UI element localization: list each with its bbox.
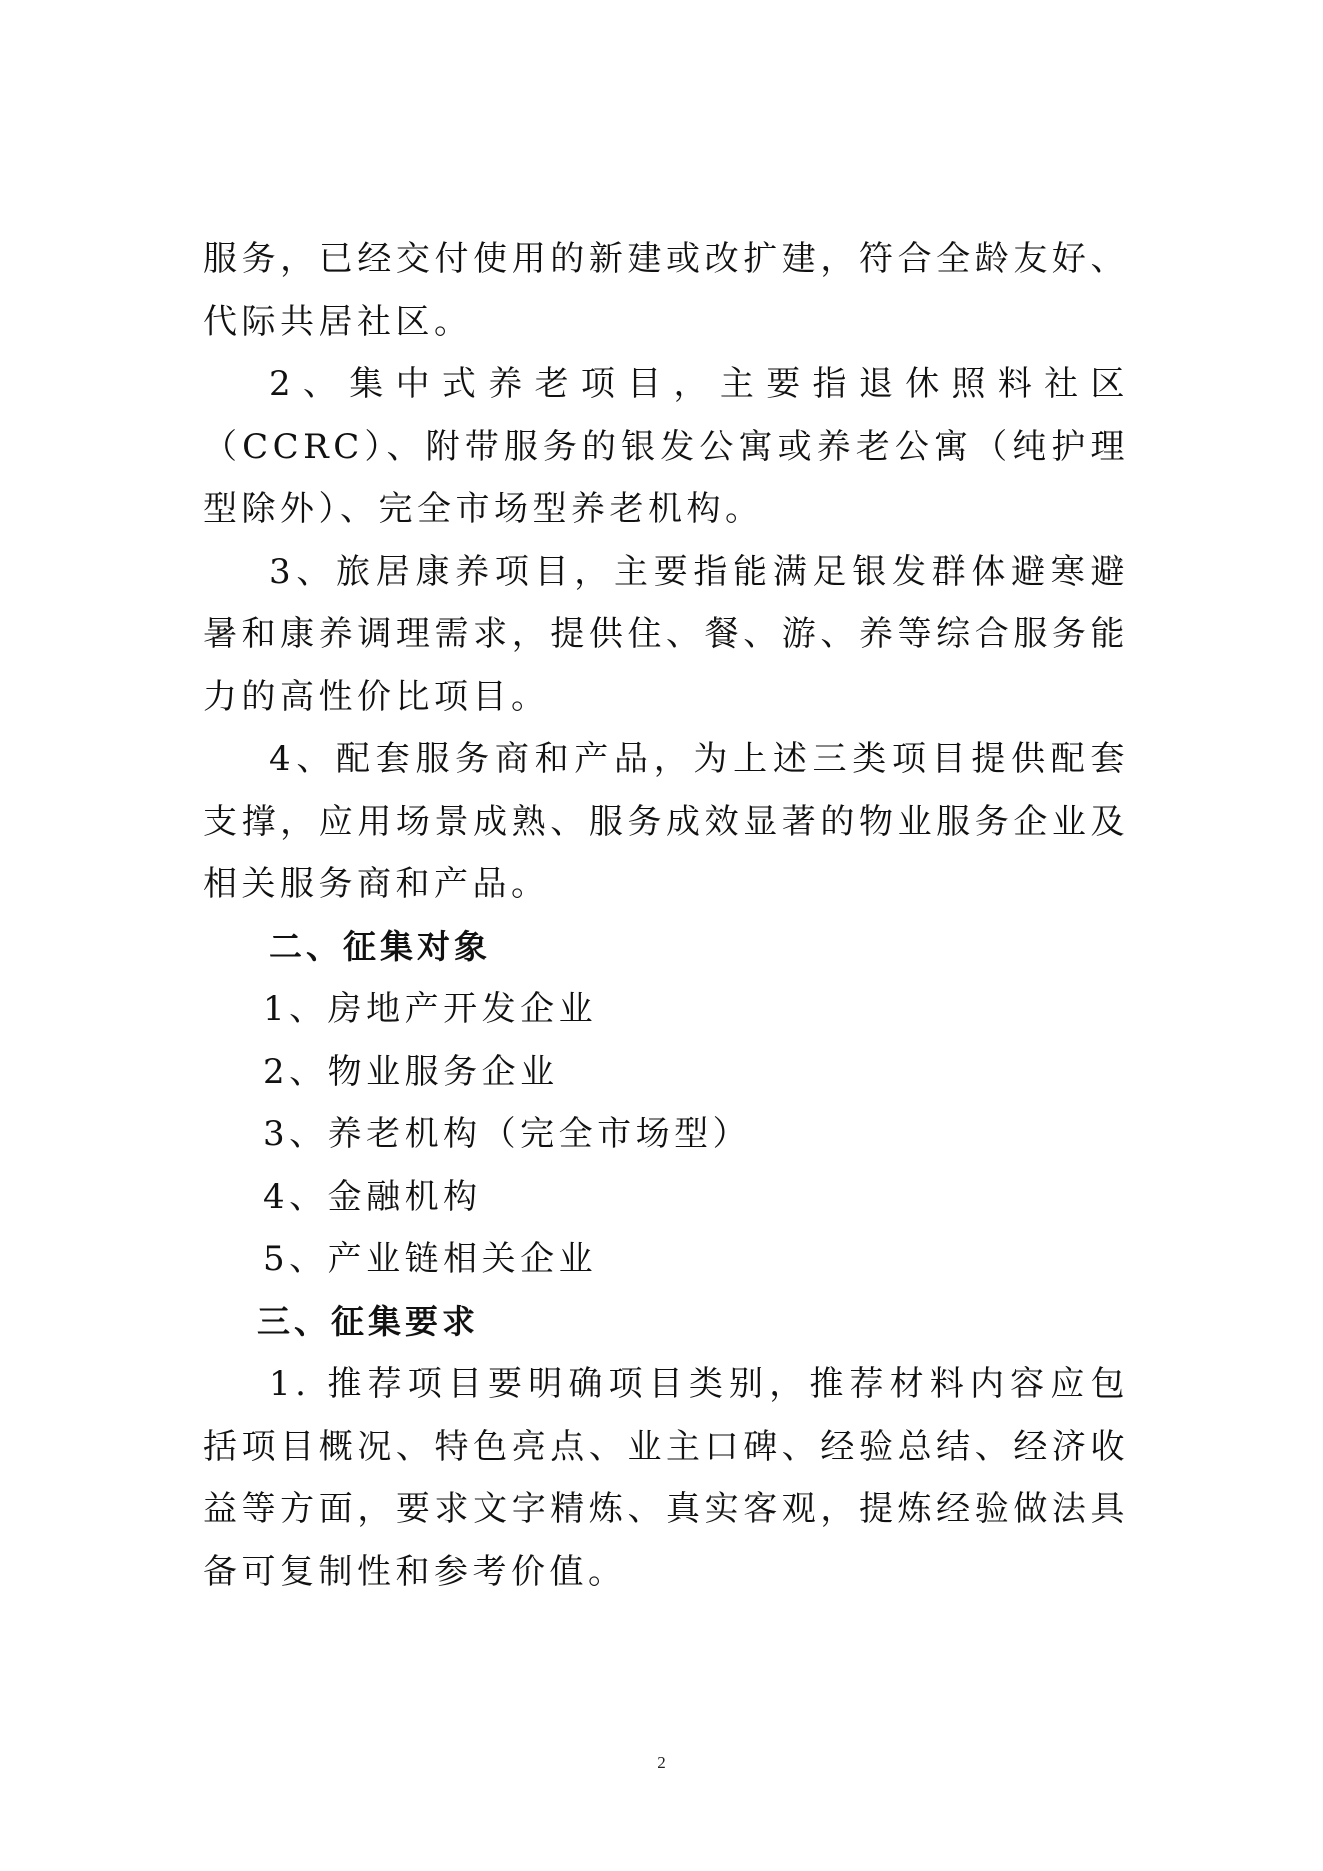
list-item: 3、养老机构（完全市场型）: [263, 1114, 752, 1154]
list-item: 2、物业服务企业: [263, 1051, 559, 1092]
document-body: [203, 228, 1129, 1603]
list-item: 1、房地产开发企业: [263, 989, 598, 1029]
page-number: 2: [657, 1753, 666, 1772]
section-heading-targets: 二、征集对象: [269, 926, 491, 966]
paragraph-continuation: 服务，已经交付使用的新建或改扩建，符合全龄友好、代际共居社区。: [203, 239, 1129, 342]
list-item: 4、金融机构: [263, 1176, 482, 1217]
paragraph-travel-wellness: 3、旅居康养项目，主要指能满足银发群体避寒避暑和康养调理需求，提供住、餐、游、养等综合服务能力的高性价比项目。: [203, 551, 1129, 717]
paragraph-supporting-services: 4、配套服务商和产品，为上述三类项目提供配套支撑，应用场景成熟、服务成效显著的物业服务企业及相关服务商和产品。: [203, 739, 1129, 904]
list-item: 5、产业链相关企业: [263, 1239, 598, 1279]
paragraph-requirements: 1. 推荐项目要明确项目类别，推荐材料内容应包括项目概况、特色亮点、业主口碑、经验总结、经济收益等方面，要求文字精炼、真实客观，提炼经验做法具备可复制性和参考价值。: [203, 1364, 1129, 1592]
paragraph-ccrc: 2、集中式养老项目，主要指退休照料社区（CCRC）、附带服务的银发公寓或养老公寓（纯护理型除外）、完全市场型养老机构。: [203, 364, 1129, 529]
section-heading-requirements: 三、征集要求: [257, 1301, 479, 1341]
